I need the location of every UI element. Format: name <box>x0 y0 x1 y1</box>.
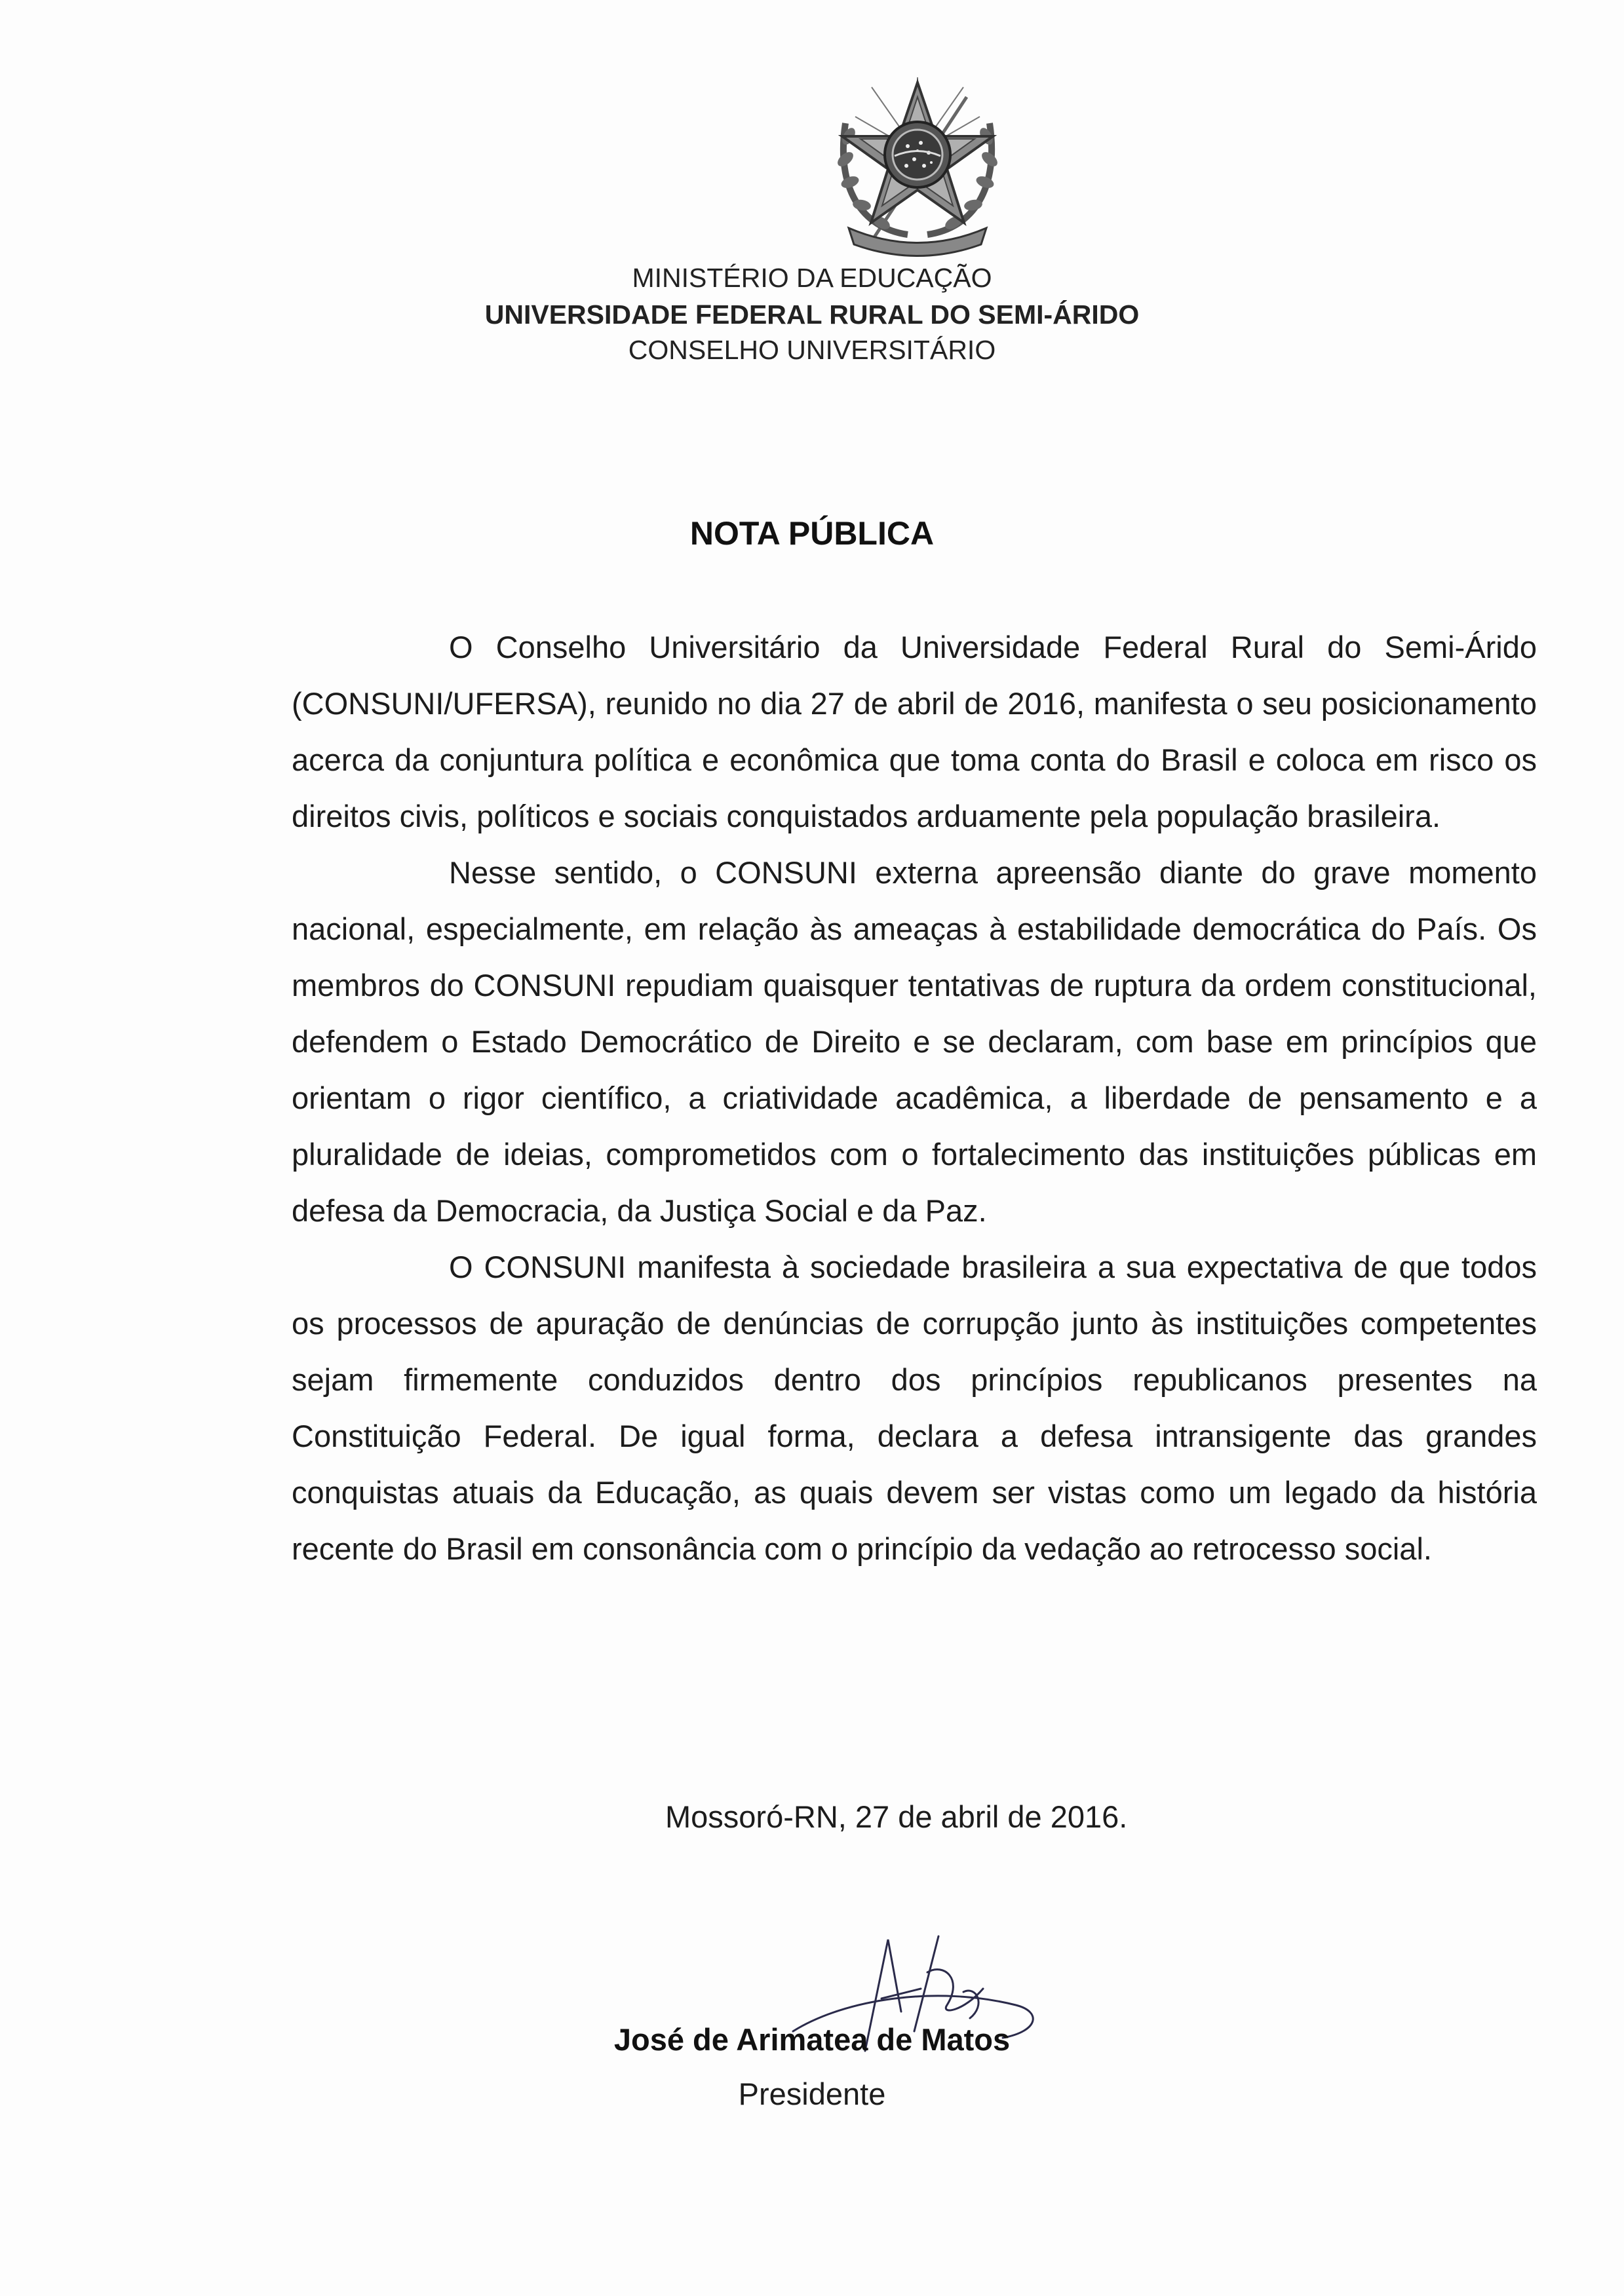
signatory-name: José de Arimatea de Matos <box>613 2022 1011 2057</box>
document-body <box>292 619 1537 1577</box>
body-paragraph: O CONSUNI manifesta à sociedade brasileira a sua expectativa de que todos os processos de apuração de denúncias de corrupção junto às instituições competentes sejam firmemente conduzidos dentro dos princípios republicanos presentes na Constituição Federal. De igual forma, declara a defesa intransigente das grandes conquistas atuais da Educação, as quais devem ser vistas como um legado da história recente do Brasil em consonância com o princípio da vedação ao retrocesso social. <box>292 1250 1537 1566</box>
body-paragraph: Nesse sentido, o CONSUNI externa apreensão diante do grave momento nacional, especialmente, em relação às ameaças à estabilidade democrática do País. Os membros do CONSUNI repudiam quaisquer tentativas de ruptura da ordem constitucional, defendem o Estado Democrático de Direito e se declaram, com base em princípios que orientam o rigor científico, a criatividade acadêmica, a liberdade de pensamento e a pluralidade de ideias, comprometidos com o fortalecimento das instituições públicas em defesa da Democracia, da Justiça Social e da Paz. <box>292 855 1537 1228</box>
council-heading: CONSELHO UNIVERSITÁRIO <box>628 335 996 365</box>
signatory-role: Presidente <box>738 2076 886 2111</box>
ministry-heading: MINISTÉRIO DA EDUCAÇÃO <box>632 263 992 293</box>
university-heading: UNIVERSIDADE FEDERAL RURAL DO SEMI-ÁRIDO <box>484 299 1140 330</box>
place-date: Mossoró-RN, 27 de abril de 2016. <box>665 1799 1128 1834</box>
body-paragraph: O Conselho Universitário da Universidade Federal Rural do Semi-Árido (CONSUNI/UFERSA), reunido no dia 27 de abril de 2016, manifesta o seu posicionamento acerca da conjuntura política e econômica que toma conta do Brasil e coloca em risco os direitos civis, políticos e sociais conquistados arduamente pela população brasileira. <box>292 630 1537 833</box>
coat-of-arms-icon <box>809 71 1026 261</box>
document-title: NOTA PÚBLICA <box>689 515 935 552</box>
